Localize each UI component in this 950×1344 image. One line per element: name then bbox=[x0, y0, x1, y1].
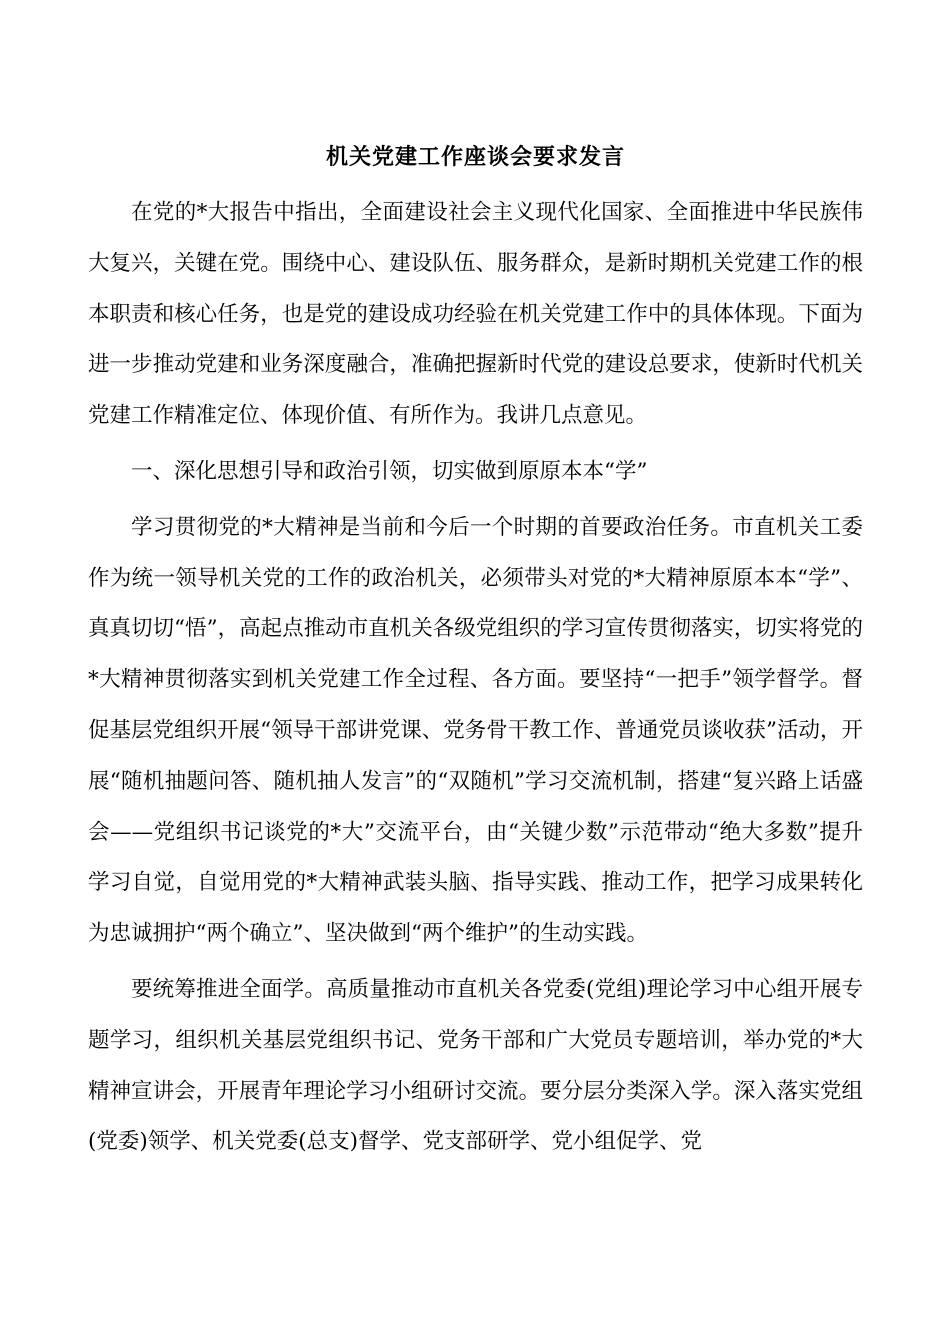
document-page bbox=[88, 140, 863, 1173]
document-title: 机关党建工作座谈会要求发言 bbox=[325, 144, 625, 170]
paragraph-comprehensive: 要统筹推进全面学。高质量推动市直机关各党委(党组)理论学习中心组开展专题学习，组织机关基层党组织书记、党务干部和广大党员专题培训，举办党的*大精神宣讲会，开展青年理论学习小组研讨交流。要分层分类深入学。深入落实党组(党委)领学、机关党委(总支)督学、党支部研学、党小组促学、党 bbox=[88, 976, 863, 1155]
paragraph-intro: 在党的*大报告中指出，全面建设社会主义现代化国家、全面推进中华民族伟大复兴，关键在党。围绕中心、建设队伍、服务群众，是新时期机关党建工作的根本职责和核心任务，也是党的建设成功经验在机关党建工作中的具体体现。下面为进一步推动党建和业务深度融合，准确把握新时代党的建设总要求，使新时代机关党建工作精准定位、体现价值、有所作为。我讲几点意见。 bbox=[88, 200, 863, 429]
section-heading-1: 一、深化思想引导和政治引领，切实做到原原本本“学” bbox=[131, 458, 648, 484]
paragraph-study: 学习贯彻党的*大精神是当前和今后一个时期的首要政治任务。市直机关工委作为统一领导机关党的工作的政治机关，必须带头对党的*大精神原原本本“学”、真真切切“悟”，高起点推动市直机关各级党组织的学习宣传贯彻落实，切实将党的*大精神贯彻落实到机关党建工作全过程、各方面。要坚持“一把手”领学督学。督促基层党组织开展“领导干部讲党课、党务骨干教工作、普通党员谈收获”活动，开展“随机抽题问答、随机抽人发言”的“双随机”学习交流机制，搭建“复兴路上话盛会——党组织书记谈党的*大”交流平台，由“关键少数”示范带动“绝大多数”提升学习自觉，自觉用党的*大精神武装头脑、指导实践、推动工作，把学习成果转化为忠诚拥护“两个确立”、坚决做到“两个维护”的生动实践。 bbox=[88, 514, 863, 947]
